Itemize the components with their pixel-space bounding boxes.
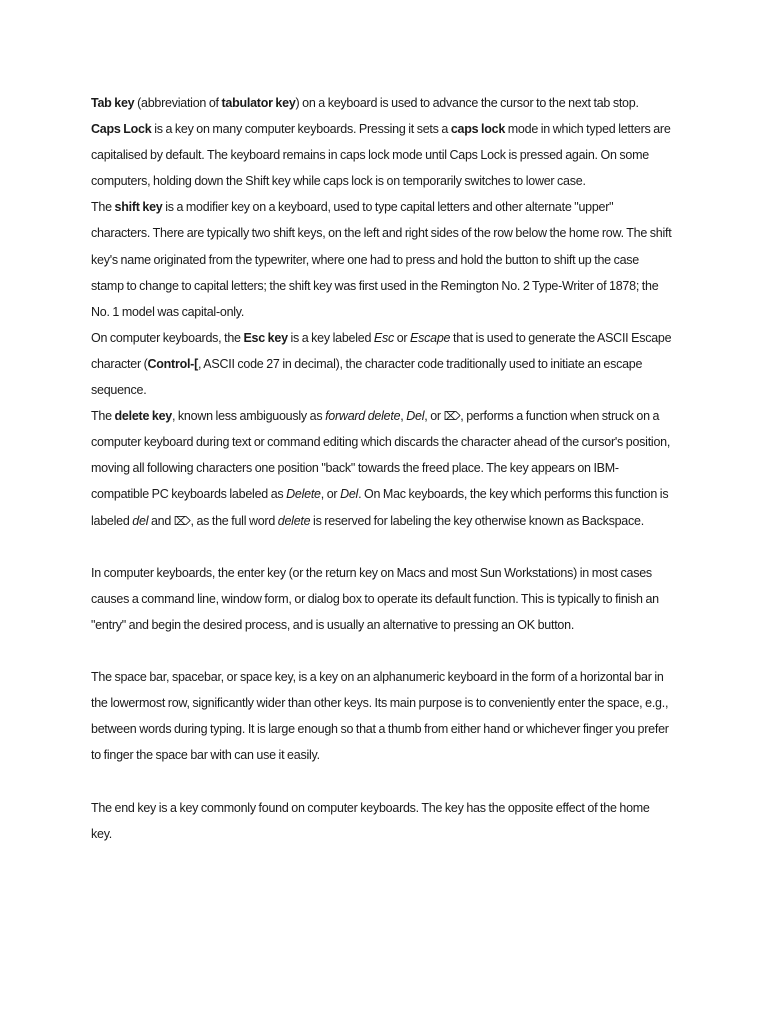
paragraph-space-bar: [91, 664, 673, 768]
text: , or: [424, 409, 444, 424]
text: on Macs and most Sun Workstations) in most cases causes a command line, window form, or dialog box to operate its default function. This is typically to finish an "entry" and begin the desired process, and is usually an alternative to pressing an OK button.: [91, 565, 659, 632]
paragraph-enter-key: [91, 560, 673, 638]
italic-del: Del: [340, 487, 359, 502]
forward-delete-icon: ⌦: [173, 513, 191, 528]
text: ) on a keyboard is used to advance the cursor to the next tab stop.: [295, 96, 639, 110]
text: and: [148, 513, 174, 528]
forward-delete-icon: ⌦: [443, 409, 461, 424]
paragraph-gap: [91, 638, 673, 664]
text: , performs a function when struck on a computer keyboard during text or command editing which discards the character ahead of the cursor's position, moving all following characters one position "back" towards the freed place. The key appears on IBM-compatible PC keyboards labeled as: [91, 409, 671, 502]
text: On computer keyboards, the: [91, 330, 244, 345]
paragraph-end-key: [91, 795, 673, 847]
italic-delete-word: delete: [277, 513, 311, 528]
italic-esc: Esc: [373, 330, 394, 345]
text: is a key commonly found on computer keyboards. The key has the opposite effect of the home key.: [91, 800, 650, 841]
text: , ASCII code 27 in decimal), the character code traditionally used to initiate an escape sequence.: [91, 356, 643, 398]
term-space-key: space key: [239, 670, 293, 685]
paragraph-gap: [91, 534, 673, 560]
term-esc-key: Esc key: [243, 330, 288, 345]
term-return-key: return key: [325, 565, 378, 580]
term-tabulator-key: tabulator key: [221, 96, 296, 110]
text: mode in which typed letters are capitalised by default. The keyboard remains in caps lock mode until Caps Lock is pressed again. On some computers, holding down the Shift key while caps lock is on temporarily switches to lower case.: [91, 122, 671, 189]
term-caps-lock: Caps Lock: [91, 122, 152, 137]
paragraph-delete-key: [91, 403, 673, 533]
document-page: [91, 90, 673, 847]
italic-forward-delete: forward delete: [325, 409, 401, 424]
term-spacebar: spacebar: [171, 670, 221, 685]
text: , or: [220, 670, 240, 685]
paragraph-tab-key: [91, 90, 673, 116]
text: , is a key on an alphanumeric keyboard in the form of a horizontal bar in the lowermost row, significantly wider than other keys. Its main purpose is to conveniently enter the space, e.g., between words during typing. It is large enough so that a thumb from either hand or whichever finger you prefer to finger the space bar with can use it easily.: [91, 670, 669, 763]
text: (or the: [285, 565, 326, 580]
text: In computer keyboards, the: [91, 565, 238, 580]
text: that is used to generate the ASCII Escape character (: [91, 330, 672, 371]
italic-escape: Escape: [410, 330, 451, 345]
paragraph-shift-key: [91, 194, 673, 324]
term-enter-key: enter key: [237, 565, 286, 580]
italic-del-lower: del: [132, 513, 149, 528]
term-space-bar: space bar: [114, 670, 166, 685]
text: or: [393, 330, 411, 345]
text: is a key on many computer keyboards. Pressing it sets a: [151, 122, 451, 137]
term-control-bracket: Control-[: [147, 356, 199, 371]
text: The: [91, 409, 115, 424]
text: is a modifier key on a keyboard, used to type capital letters and other alternate "upper" characters. There are typically two shift keys, on the left and right sides of the row below the home row. The shift key's name originated from the typewriter, where one had to press and hold the button to shift up the case stamp to change to capital letters; the shift key was first used in the Remington No. 2 Type-Writer of 1878; the No. 1 model was capital-only.: [91, 200, 672, 319]
term-delete-key: delete key: [114, 409, 172, 424]
term-caps-lock-mode: caps lock: [450, 122, 506, 137]
text: , as the full word: [190, 513, 278, 528]
paragraph-esc-key: [91, 325, 673, 403]
text: (abbreviation of: [134, 96, 222, 110]
text: , or: [320, 487, 341, 502]
text: The: [91, 670, 115, 685]
paragraph-gap: [91, 768, 673, 794]
text: is a key labeled: [287, 330, 374, 345]
text: ,: [400, 409, 407, 424]
text: The: [91, 800, 115, 815]
text: , known less ambiguously as: [171, 409, 326, 424]
paragraph-caps-lock: [91, 116, 673, 194]
term-tab-key: Tab key: [91, 96, 135, 110]
text: is reserved for labeling the key otherwise known as Backspace.: [310, 513, 644, 528]
term-end-key: end key: [114, 800, 157, 815]
italic-del: Del: [406, 409, 425, 424]
term-shift-key: shift key: [114, 200, 163, 215]
text: ,: [165, 670, 172, 685]
text: . On Mac keyboards, the key which performs this function is labeled: [91, 487, 669, 528]
italic-delete: Delete: [286, 487, 321, 502]
text: The: [91, 200, 115, 215]
